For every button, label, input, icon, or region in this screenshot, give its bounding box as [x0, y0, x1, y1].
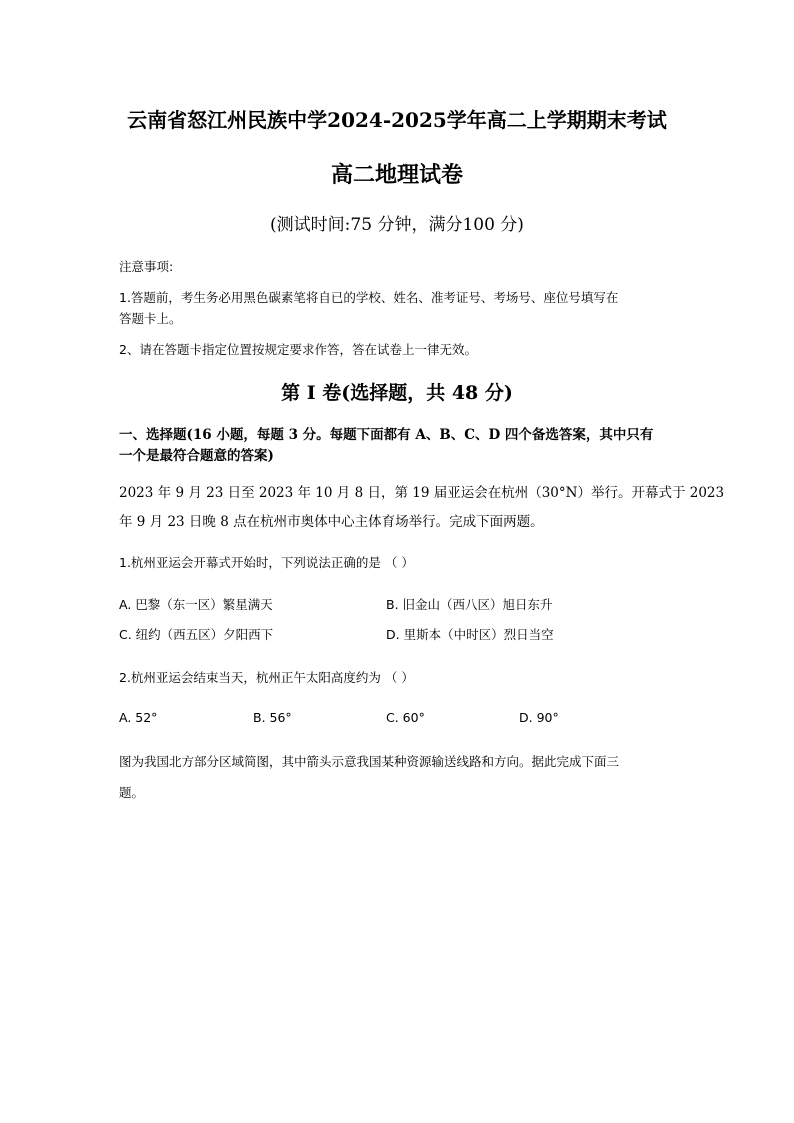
- passage-2-line-2: 题。: [119, 785, 145, 800]
- passage-2-line-1: 图为我国北方部分区域简图，其中箭头示意我国某种资源输送线路和方向。据此完成下面三: [119, 754, 620, 769]
- question-2-option-d: D. 90°: [519, 710, 559, 725]
- notice-item-2: 2、请在答题卡指定位置按规定要求作答，答在试卷上一律无效。: [119, 342, 477, 357]
- exam-title: 云南省怒江州民族中学2024-2025学年高二上学期期末考试: [127, 108, 667, 132]
- exam-info: (测试时间:75 分钟，满分100 分): [270, 215, 524, 235]
- section-instruction-line-2: 一个是最符合题意的答案): [119, 448, 274, 464]
- notice-heading: 注意事项:: [119, 259, 174, 274]
- question-2-stem: 2.杭州亚运会结束当天，杭州正午太阳高度约为 （ ）: [119, 670, 414, 685]
- question-2-option-a: A. 52°: [119, 710, 158, 725]
- question-2-option-c: C. 60°: [386, 710, 425, 725]
- exam-subject: 高二地理试卷: [330, 162, 463, 188]
- question-1-option-a: A. 巴黎（东一区）繁星满天: [119, 597, 273, 612]
- question-1-option-b: B. 旧金山（西八区）旭日东升: [386, 597, 553, 612]
- question-1-option-c: C. 纽约（西五区）夕阳西下: [119, 627, 274, 642]
- notice-item-1-line-1: 1.答题前，考生务必用黑色碳素笔将自已的学校、姓名、准考证号、考场号、座位号填写在: [119, 290, 619, 305]
- section-instruction-line-1: 一、选择题(16 小题，每题 3 分。每题下面都有 A、B、C、D 四个备选答案，其中只有: [119, 427, 654, 443]
- question-1-option-d: D. 里斯本（中时区）烈日当空: [386, 627, 554, 642]
- question-1-stem: 1.杭州亚运会开幕式开始时，下列说法正确的是 （ ）: [119, 555, 414, 570]
- passage-1-line-2: 年 9 月 23 日晚 8 点在杭州市奥体中心主体育场举行。完成下面两题。: [119, 514, 544, 530]
- section-title: 第 I 卷(选择题，共 48 分): [281, 382, 513, 404]
- notice-item-1-line-2: 答题卡上。: [119, 311, 182, 326]
- question-2-option-b: B. 56°: [253, 710, 292, 725]
- passage-1-line-1: 2023 年 9 月 23 日至 2023 年 10 月 8 日，第 19 届亚运会在杭州（30°N）举行。开幕式于 2023: [119, 485, 725, 501]
